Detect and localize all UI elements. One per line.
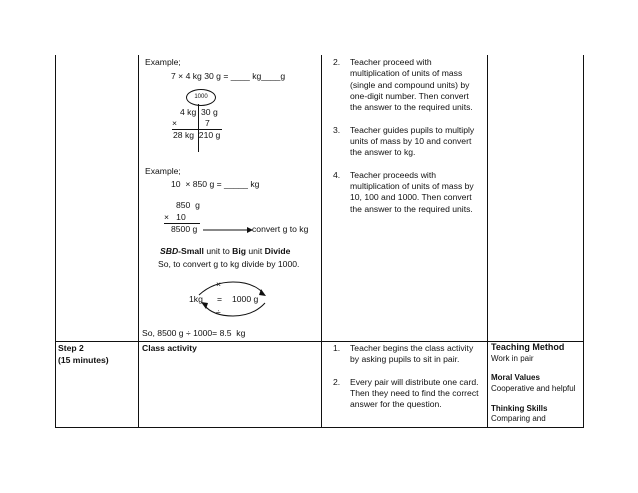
step-item-3 — [333, 125, 483, 159]
sbd-rule-prefix: SBD — [160, 246, 179, 256]
notes-column — [491, 342, 581, 425]
thinking-skills-text: Comparing and — [491, 414, 546, 424]
step-item-1 — [333, 343, 483, 366]
table-border-left — [55, 55, 56, 428]
example-2-multiplicand: 850 g — [176, 200, 200, 210]
example-1-multiplicand: 4 kg 30 g — [180, 107, 218, 117]
teaching-method-text: Work in pair — [491, 353, 534, 363]
example-1-question: 7 × 4 kg 30 g = ____ kg____g — [171, 71, 286, 81]
moral-values-heading: Moral Values — [491, 373, 540, 383]
table-border-right — [583, 55, 584, 428]
convert-arrow-icon — [203, 226, 253, 234]
step-text: Every pair will distribute one card. Then they need to find the correct answer for the question. — [350, 376, 479, 410]
example-2-result: 8500 g — [171, 224, 198, 234]
step-duration: (15 minutes) — [58, 355, 109, 365]
sbd-note: So, to convert g to kg divide by 1000. — [158, 259, 300, 269]
step-item-4 — [333, 170, 483, 215]
step-text: Teacher begins the class activity by asking pupils to sit in pair. — [350, 343, 474, 365]
example-2-multiplier: × 10 — [164, 212, 186, 222]
example-2-answer: So, 8500 g ÷ 1000= 8.5 kg — [142, 328, 246, 338]
step-number: 3. — [333, 124, 341, 135]
conversion-divide-sign: ÷ — [216, 307, 221, 317]
conversion-times-sign: × — [216, 279, 222, 289]
example-2-label: Example; — [145, 166, 181, 176]
conversion-right-unit: 1000 g — [232, 294, 259, 304]
step-item-2 — [333, 377, 483, 411]
table-col-divider-3 — [487, 55, 488, 428]
regroup-bubble-label: 1000 — [194, 94, 208, 100]
activity-heading: Class activity — [142, 343, 197, 353]
example-1-times-sign: × — [172, 118, 178, 128]
table-col-divider-1 — [138, 55, 139, 428]
conversion-left-unit: 1kg — [189, 294, 203, 304]
example-1-multiplier: 7 — [205, 118, 210, 128]
step-text: Teacher proceeds with multiplication of units of mass by 10, 100 and 1000. Then convert the answer to the required units. — [350, 169, 474, 214]
table-border-bottom — [55, 427, 584, 428]
sbd-rule-connector-2: unit — [245, 246, 265, 256]
table-col-divider-2 — [321, 55, 322, 428]
moral-values-text: Cooperative and helpful — [491, 383, 576, 393]
step-item-2 — [333, 57, 483, 114]
example-2-question: 10 × 850 g = _____ kg — [171, 179, 260, 189]
regroup-bubble — [186, 89, 216, 106]
row1-steps — [333, 57, 483, 226]
step-number: 1. — [333, 343, 341, 353]
step-number: 4. — [333, 169, 341, 180]
sbd-rule-big: Big — [232, 246, 246, 256]
sbd-rule-divide: Divide — [264, 246, 291, 256]
example-1-label: Example; — [145, 57, 181, 67]
teaching-method-heading: Teaching Method — [491, 342, 565, 352]
thinking-skills-heading: Thinking Skills — [491, 403, 548, 413]
example-1-result: 28 kg 210 g — [173, 130, 221, 140]
step-label: Step 2 — [58, 343, 84, 353]
row2-steps — [333, 343, 483, 422]
step-number: 2. — [333, 57, 341, 67]
sbd-rule-small: -Small — [178, 246, 204, 256]
sbd-rule-connector-1: unit to — [203, 246, 233, 256]
step-text: Teacher proceed with multiplication of units of mass (single and compound units) by one-digit number. Then convert the answer to the required units. — [350, 57, 473, 113]
sbd-rule — [160, 246, 290, 257]
conversion-equals: = — [217, 294, 223, 304]
convert-note: convert g to kg — [252, 224, 309, 234]
step-text: Teacher guides pupils to multiply units of mass by 10 and convert the answer to kg. — [350, 124, 475, 158]
step-number: 2. — [333, 376, 341, 387]
